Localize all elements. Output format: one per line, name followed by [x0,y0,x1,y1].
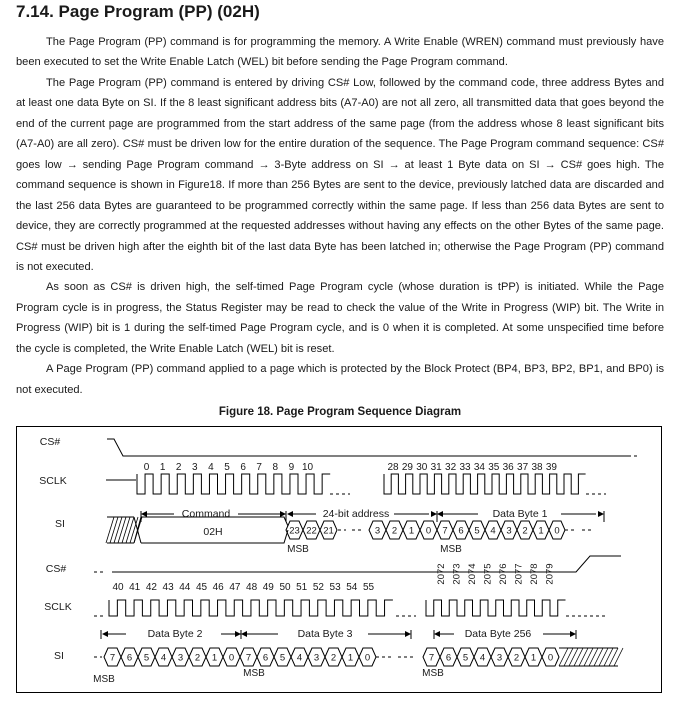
clock-number: 45 [195,582,208,593]
clock-number: 30 [416,462,428,473]
clock-number: 49 [262,582,274,593]
data3-bit: 2 [330,652,337,664]
clock-number: 29 [401,462,413,473]
data2-bit: 7 [109,652,116,664]
clock-number: 41 [129,582,141,593]
clock-number: 6 [240,462,246,473]
cs-waveform [107,439,628,456]
si2-hatch [559,648,568,666]
si2-hatch [564,648,573,666]
clock-number: 0 [143,462,150,473]
si2-hatch [574,648,583,666]
clock-number: 43 [162,582,174,593]
data3-bit: 1 [347,652,354,664]
command-dim-arrow-left [141,511,147,517]
timing-diagram-svg [16,426,662,693]
data256-bit: 0 [547,652,554,664]
address-dim-arrow-left [287,511,293,517]
clock-number-vertical: 2077 [513,563,525,585]
si2-hatch [569,648,578,666]
clock-number: 35 [488,462,500,473]
clock-number: 48 [246,582,258,593]
clock-number: 8 [272,462,279,473]
diagram-marks [39,436,638,685]
si2-hatch [609,648,618,666]
data1-dim-arrow-left [437,511,443,517]
clock-number: 32 [445,462,457,473]
data256-msb-label: MSB [422,668,444,679]
clock-number: 39 [545,462,557,473]
clock-number: 2 [175,462,182,473]
clock-number: 33 [459,462,471,473]
timing-diagram [16,426,662,693]
data1-label: Data Byte 1 [492,508,548,520]
address-tail-bit: 0 [425,525,432,537]
si2-hatch [599,648,608,666]
si2-hatch [579,648,588,666]
clock-number-vertical: 2073 [451,563,463,585]
data256-bit: 4 [479,652,486,664]
data1-bit: 7 [442,525,448,537]
data3-label: Data Byte 3 [297,628,353,640]
data2-dim-arrow-right [235,631,241,637]
data2-bit: 0 [228,652,235,664]
si2-hatch [584,648,593,666]
si-label: SI [55,518,65,530]
data3-bit: 0 [364,652,371,664]
clock-number: 55 [362,582,375,593]
si-hatch [130,517,138,543]
clock-number: 47 [229,582,241,593]
data1-bit: 6 [458,525,464,537]
data3-bit: 6 [262,652,269,664]
data1-bit: 0 [554,525,560,537]
command-label: Command [181,508,231,520]
sclk-pulses-c [109,600,393,616]
cs-label: CS# [39,436,61,448]
clock-number: 31 [430,462,442,473]
clock-number: 42 [145,582,157,593]
si2-hatch [589,648,598,666]
data3-dim-arrow-right [405,631,411,637]
clock-number: 40 [112,582,124,593]
clock-number: 34 [473,462,485,473]
clock-number: 9 [288,462,295,473]
paragraph-2: The Page Program (PP) command is entered by driving CS# Low, followed by the command code, three address Bytes and at least one data Byte on SI. If the 8 least significant address bits (A7-A0) are not all zero, all transmitted data that goes beyond the end of the current page are programmed from the start address of the same page (from the address whose 8 least significant bits (A7-A0) are all zero). CS# must be driven low for the entire duration of the sequence. The Page Program command sequence: CS# goes low → sending Page Program command → 3-Byte address on SI → at least 1 Byte data on SI → CS# goes high. The command sequence is shown in Figure18. If more than 256 Bytes are sent to the device, previously latched data are discarded and the last 256 data Bytes are guaranteed to be programmed correctly within the same page. If less than 256 data Bytes are sent to device, they are correctly programmed at the requested addresses without having any effects on the other Bytes of the same page. CS# must be driven high after the eighth bit of the last data Byte has been latched in; otherwise the Page Program (PP) command is not executed. [16,76,664,273]
address-tail-bit: 1 [408,525,415,537]
si-hatch [110,517,118,543]
cs-label-2: CS# [45,563,67,575]
sclk-label: SCLK [39,475,67,487]
data2-bit: 4 [160,652,167,664]
data1-bit: 2 [522,525,528,537]
clock-number: 37 [517,462,529,473]
si-label-2: SI [54,650,64,662]
clock-number: 46 [212,582,224,593]
clock-number: 44 [179,582,191,593]
data2-msb-label: MSB [93,674,115,685]
clock-number: 1 [159,462,166,473]
sclk-pulses-a [137,474,330,494]
address-bit: 23 [289,525,300,537]
clock-number-vertical: 2076 [498,563,509,585]
sclk-pulses-b [384,474,586,494]
si-hatch [122,517,130,543]
clock-number: 4 [208,462,214,473]
clock-number: 53 [329,582,341,593]
clock-number-vertical: 2078 [529,563,540,585]
data256-label: Data Byte 256 [464,628,532,640]
clock-number: 50 [279,582,291,593]
clock-number: 7 [256,462,262,473]
data2-bit: 6 [126,652,133,664]
clock-number: 3 [192,462,198,473]
address-bit: 22 [306,525,317,537]
sclk-label-2: SCLK [44,601,72,613]
address-tail-bit: 2 [391,525,398,537]
data1-msb-label: MSB [440,544,462,555]
address-bit: 21 [323,525,334,537]
address-msb-label: MSB [287,544,309,555]
address-label: 24-bit address [322,508,390,520]
data2-bit: 3 [177,652,184,664]
data3-dim-arrow-left [241,631,247,637]
paragraph-3: As soon as CS# is driven high, the self-timed Page Program cycle (whose duration is tPP) is initiated. While the Page Program cycle is in progress, the Status Register may be read to check the value of the Write in Progress (WIP) bit. The Write in Progress (WIP) bit is 1 during the self-timed Page Program cycle, and is 0 when it is completed. At some unspecified time before the cycle is completed, the Write Enable Latch (WEL) bit is reset. [16,281,664,355]
clock-number-vertical: 2075 [482,563,494,585]
address-dim-arrow-right [431,511,437,517]
data3-msb-label: MSB [243,668,265,679]
clock-number: 54 [346,582,358,593]
data256-bit: 3 [496,652,503,664]
data1-bit: 3 [506,525,512,537]
si-hatch [114,517,122,543]
data256-bit: 1 [530,652,537,664]
figure-caption: Figure 18. Page Program Sequence Diagram [218,406,462,418]
command-code: 02H [203,526,223,538]
data3-bit: 4 [296,652,303,664]
clock-number-vertical: 2072 [436,563,447,585]
clock-number-vertical: 2079 [544,563,556,585]
clock-number: 36 [502,462,514,473]
sclk-pulses-d [426,600,566,616]
data2-bit: 5 [143,652,150,664]
data1-bit: 4 [490,525,496,537]
data256-bit: 5 [462,652,469,664]
data2-bit: 2 [194,652,201,664]
data256-bit: 2 [513,652,520,664]
clock-number: 52 [312,582,324,593]
data2-label: Data Byte 2 [147,628,203,640]
section-body [16,32,664,400]
data2-dim-arrow-left [102,631,108,637]
clock-number: 10 [301,462,314,473]
si2-hatch [594,648,603,666]
clock-number: 51 [296,582,308,593]
clock-number: 38 [531,462,543,473]
data3-bit: 3 [313,652,320,664]
si-hatch [106,517,114,543]
data1-bit: 5 [474,525,480,537]
si2-hatch [614,648,623,666]
data2-bit: 1 [211,652,218,664]
clock-number-vertical: 2074 [467,563,478,585]
paragraph-1: The Page Program (PP) command is for programming the memory. A Write Enable (WREN) command must previously have been executed to set the Write Enable Latch (WEL) bit before sending the Page Program command. [16,36,664,69]
si-hatch [118,517,126,543]
data256-bit: 6 [445,652,452,664]
section-title: 7.14. Page Program (PP) (02H) [16,2,260,21]
data1-bit: 1 [538,525,544,537]
data3-bit: 5 [279,652,286,664]
data256-dim-arrow-left [434,631,440,637]
clock-number: 28 [387,462,399,473]
command-dim-arrow-right [280,511,286,517]
si2-hatch [604,648,613,666]
clock-number: 5 [224,462,230,473]
address-tail-bit: 3 [374,525,381,537]
data256-bit: 7 [428,652,435,664]
si-hatch [126,517,134,543]
data3-bit: 7 [245,652,252,664]
paragraph-4: A Page Program (PP) command applied to a page which is protected by the Block Protect (BP4, BP3, BP2, BP1, and BP0) is not executed. [16,363,664,396]
data1-dim-arrow-right [598,511,604,517]
data256-dim-arrow-right [570,631,576,637]
